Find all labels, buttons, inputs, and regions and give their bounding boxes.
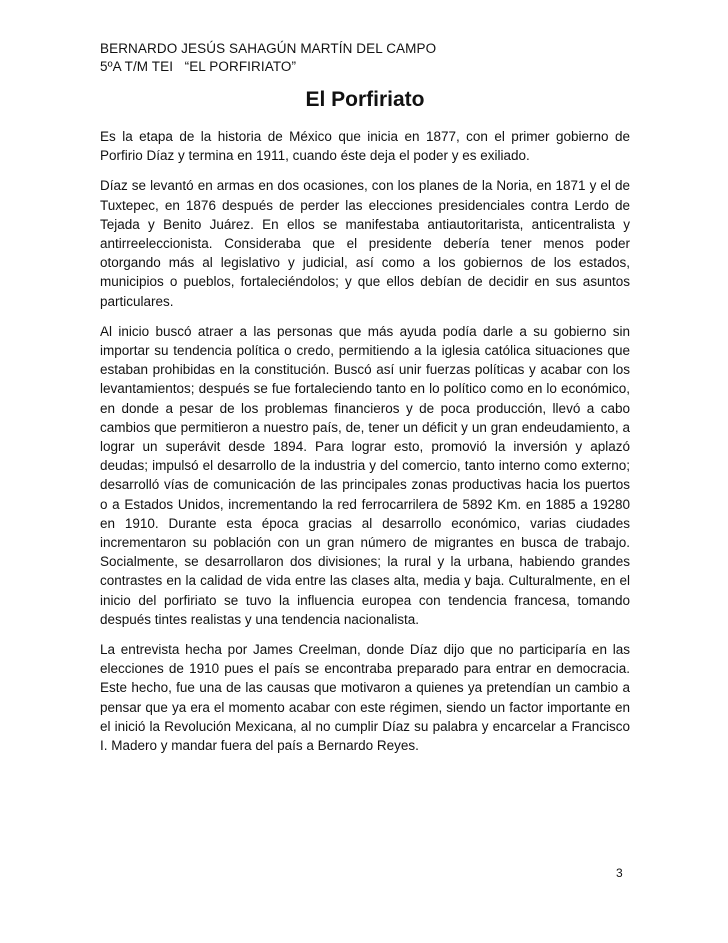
- document-body: [100, 127, 630, 766]
- paragraph-4: La entrevista hecha por James Creelman, donde Díaz dijo que no participaría en las elecciones de 1910 pues el país se encontraba preparado para entrar en democracia. Este hecho, fue una de las causas que motivaron a quienes ya pretendían un cambio a pensar que ya era el momento acabar con este régimen, siendo un factor importante en el inició la Revolución Mexicana, al no cumplir Díaz su palabra y encarcelar a Francisco I. Madero y mandar fuera del país a Bernardo Reyes.: [100, 642, 630, 754]
- paragraph-3: Al inicio buscó atraer a las personas que más ayuda podía darle a su gobierno sin importar su tendencia política o credo, permitiendo a la iglesia católica situaciones que estaban prohibidas en la constitución. Buscó así unir fuerzas políticas y acabar con los levantamientos; después se fue fortaleciendo tanto en lo político como en lo económico, en donde a pesar de los problemas financieros y de poca producción, llevó a cabo cambios que permitieron a nuestro país, de, tener un déficit y un gran endeudamiento, a lograr un superávit desde 1894. Para lograr esto, promovió la inversión y aplazó deudas; impulsó el desarrollo de la industria y del comercio, tanto interno como externo; desarrolló vías de comunicación de las principales zonas productivas hacia los puertos o a Estados Unidos, incrementando la red ferrocarrilera de 5892 Km. en 1885 a 19280 en 1910. Durante esta época gracias al desarrollo económico, varias ciudades incrementaron su población con un gran número de migrantes en busca de trabajo. Socialmente, se desarrollaron dos divisiones; la rural y la urbana, habiendo grandes contrastes en la calidad de vida entre las clases alta, media y baja. Culturalmente, en el inicio del porfiriato se tuvo la influencia europea con tendencia francesa, tomando después tintes realistas y una tendencia nacionalista.: [100, 323, 630, 627]
- paragraph-1: Es la etapa de la historia de México que inicia en 1877, con el primer gobierno de Porfirio Díaz y termina en 1911, cuando éste deja el poder y es exiliado.: [100, 129, 630, 164]
- course-line: 5ºA T/M TEI “EL PORFIRIATO”: [100, 59, 297, 74]
- page-number: 3: [616, 866, 623, 880]
- paragraph-2: Díaz se levantó en armas en dos ocasiones, con los planes de la Noria, en 1871 y el de Tuxtepec, en 1876 después de perder las elecciones presidenciales contra Lerdo de Tejada y Benito Juárez. En ellos se manifestaba antiautoritarista, anticentralista y antirreeleccionista. Consideraba que el presidente debería tener menos poder otorgando más al legislativo y judicial, así como a los gobiernos de los estados, municipios o pueblos, fortaleciéndolos; y que ellos debían de decidir en sus asuntos particulares.: [100, 178, 630, 309]
- document-header: [100, 40, 640, 76]
- page-title: El Porfiriato: [305, 88, 425, 111]
- author-line: BERNARDO JESÚS SAHAGÚN MARTÍN DEL CAMPO: [100, 41, 437, 56]
